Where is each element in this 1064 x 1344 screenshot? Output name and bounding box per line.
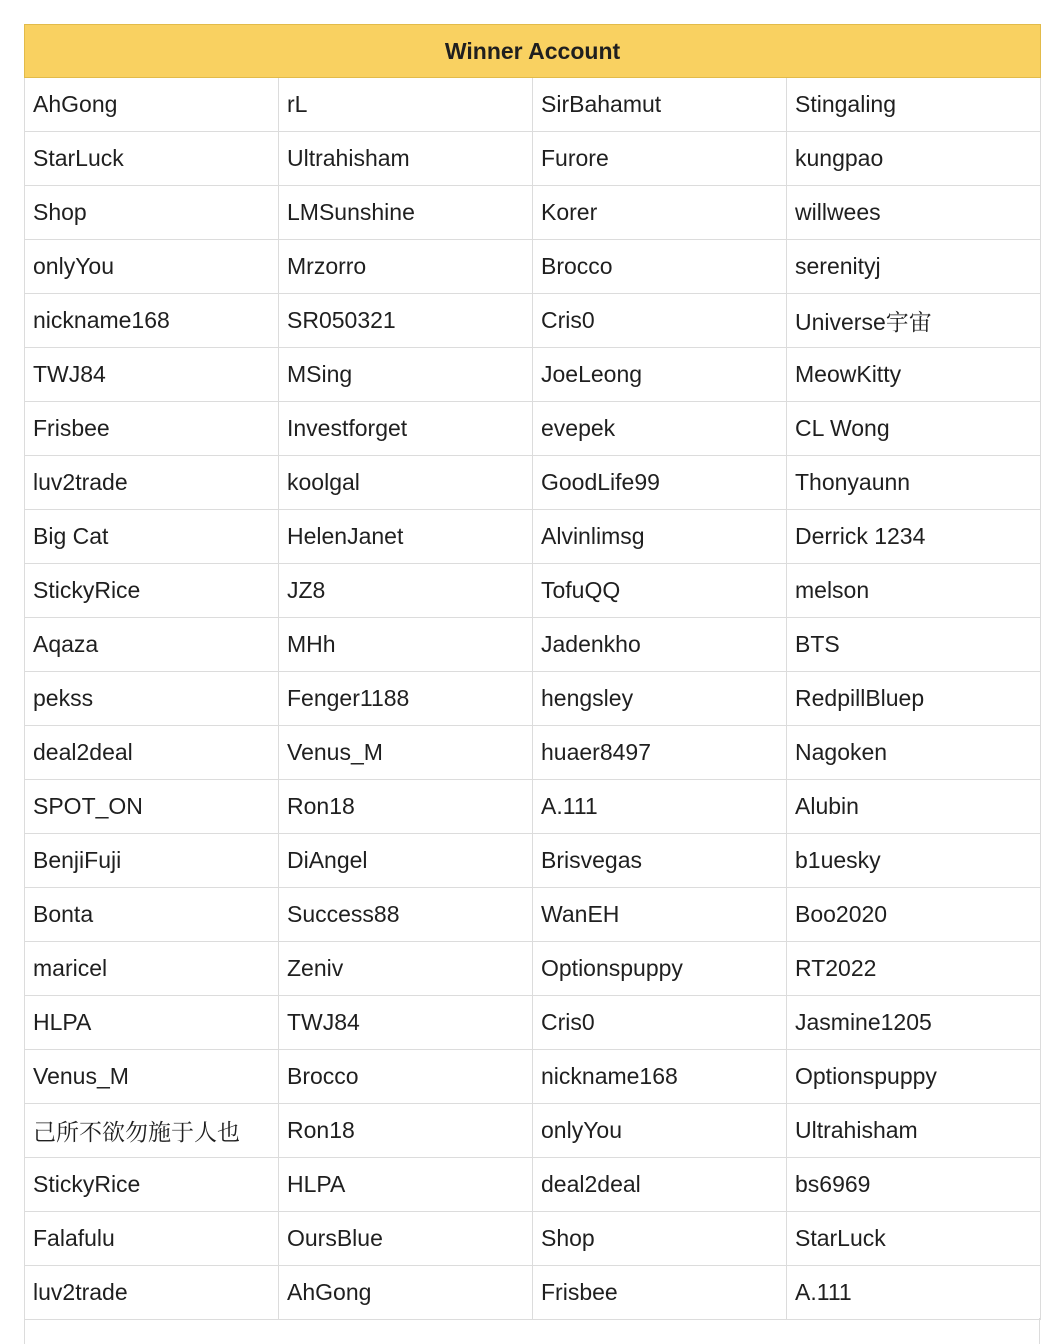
- table-cell: Jasmine1205: [787, 996, 1041, 1050]
- table-row: [25, 78, 1041, 132]
- table-cell: MeowKitty: [787, 348, 1041, 402]
- table-row: [25, 564, 1041, 618]
- table-row: [25, 672, 1041, 726]
- table-row: [25, 1104, 1041, 1158]
- table-cell: Ron18: [279, 780, 533, 834]
- table-cell: Ron18: [279, 1104, 533, 1158]
- table-cell: Universe宇宙: [787, 294, 1041, 348]
- table-cell: Alvinlimsg: [533, 510, 787, 564]
- table-cell: Success88: [279, 888, 533, 942]
- table-cell: RedpillBluep: [787, 672, 1041, 726]
- table-cell: TWJ84: [25, 348, 279, 402]
- table-cell: pekss: [25, 672, 279, 726]
- table-cell: TWJ84: [279, 996, 533, 1050]
- table-cell: onlyYou: [25, 240, 279, 294]
- table-cell: nickname168: [533, 1050, 787, 1104]
- table-cell: huaer8497: [533, 726, 787, 780]
- table-cell: onlyYou: [533, 1104, 787, 1158]
- table-row: [25, 834, 1041, 888]
- table-cell: Thonyaunn: [787, 456, 1041, 510]
- table-cell: rL: [279, 78, 533, 132]
- table-cell: StarLuck: [787, 1212, 1041, 1266]
- table-row: [25, 240, 1041, 294]
- table-cell: SPOT_ON: [25, 780, 279, 834]
- table-row: [25, 456, 1041, 510]
- table-row: [25, 510, 1041, 564]
- table-cell: BTS: [787, 618, 1041, 672]
- table-cell: Venus_M: [279, 726, 533, 780]
- table-cell: Nagoken: [787, 726, 1041, 780]
- table-cell: WanEH: [533, 888, 787, 942]
- table-cell: melson: [787, 564, 1041, 618]
- table-cell: Brisvegas: [533, 834, 787, 888]
- table-cell: AhGong: [25, 78, 279, 132]
- table-cell: AhGong: [279, 1266, 533, 1320]
- table-cell: Brocco: [279, 1050, 533, 1104]
- table-cell: deal2deal: [533, 1158, 787, 1212]
- table-cell: StickyRice: [25, 1158, 279, 1212]
- table-cell: Stingaling: [787, 78, 1041, 132]
- table-cell: luv2trade: [25, 456, 279, 510]
- table-cell: luv2trade: [25, 1266, 279, 1320]
- table-cell: Cris0: [533, 294, 787, 348]
- table-cell: Shop: [533, 1212, 787, 1266]
- table-cell: StarLuck: [25, 132, 279, 186]
- table-cell: GoodLife99: [533, 456, 787, 510]
- table-cell: HLPA: [279, 1158, 533, 1212]
- table-cell: OursBlue: [279, 1212, 533, 1266]
- table-row: [25, 996, 1041, 1050]
- table-cell: Mrzorro: [279, 240, 533, 294]
- table-cell: Jadenkho: [533, 618, 787, 672]
- table-cell: JZ8: [279, 564, 533, 618]
- table-cell: Zeniv: [279, 942, 533, 996]
- table-cell: JoeLeong: [533, 348, 787, 402]
- table-cell: Cris0: [533, 996, 787, 1050]
- table-row: [25, 780, 1041, 834]
- table-cell: Optionspuppy: [533, 942, 787, 996]
- table-cell: Brocco: [533, 240, 787, 294]
- table-row: [25, 942, 1041, 996]
- header-row: [25, 25, 1041, 78]
- table-cell: Korer: [533, 186, 787, 240]
- table-body: [25, 78, 1041, 1320]
- table-cell: A.111: [787, 1266, 1041, 1320]
- table-cell: CL Wong: [787, 402, 1041, 456]
- table-cell: Falafulu: [25, 1212, 279, 1266]
- table-cell: serenityj: [787, 240, 1041, 294]
- table-title: Winner Account: [25, 25, 1041, 78]
- table-cell: Shop: [25, 186, 279, 240]
- table-cell: Derrick 1234: [787, 510, 1041, 564]
- table-cell: Frisbee: [25, 402, 279, 456]
- table-cell: HLPA: [25, 996, 279, 1050]
- table-row: [25, 618, 1041, 672]
- table-cell: Boo2020: [787, 888, 1041, 942]
- table-cell: MHh: [279, 618, 533, 672]
- table-cell: kungpao: [787, 132, 1041, 186]
- table-cell: Ultrahisham: [787, 1104, 1041, 1158]
- table-cell: nickname168: [25, 294, 279, 348]
- table-cell: Frisbee: [533, 1266, 787, 1320]
- table-cell: StickyRice: [25, 564, 279, 618]
- table-cell: bs6969: [787, 1158, 1041, 1212]
- winner-account-table: [24, 24, 1041, 1320]
- table-cell: DiAngel: [279, 834, 533, 888]
- table-cell: maricel: [25, 942, 279, 996]
- table-cell: Ultrahisham: [279, 132, 533, 186]
- table-cell: Investforget: [279, 402, 533, 456]
- table-cell: MSing: [279, 348, 533, 402]
- table-cell: 己所不欲勿施于人也: [25, 1104, 279, 1158]
- table-row: [25, 186, 1041, 240]
- table-cell: SirBahamut: [533, 78, 787, 132]
- table-row: [25, 294, 1041, 348]
- table-cell: hengsley: [533, 672, 787, 726]
- winner-account-sheet: [24, 24, 1040, 1320]
- table-cell: BenjiFuji: [25, 834, 279, 888]
- table-row: [25, 888, 1041, 942]
- table-row: [25, 1158, 1041, 1212]
- table-cell: A.111: [533, 780, 787, 834]
- table-cell: Bonta: [25, 888, 279, 942]
- table-row: [25, 726, 1041, 780]
- table-cell: Big Cat: [25, 510, 279, 564]
- table-cell: koolgal: [279, 456, 533, 510]
- table-cell: LMSunshine: [279, 186, 533, 240]
- table-cell: willwees: [787, 186, 1041, 240]
- table-cell: RT2022: [787, 942, 1041, 996]
- table-cell: deal2deal: [25, 726, 279, 780]
- table-cell: SR050321: [279, 294, 533, 348]
- table-cell: TofuQQ: [533, 564, 787, 618]
- table-row: [25, 132, 1041, 186]
- table-row: [25, 1212, 1041, 1266]
- table-row: [25, 1266, 1041, 1320]
- table-cell: Fenger1188: [279, 672, 533, 726]
- table-row: [25, 1050, 1041, 1104]
- table-cell: Alubin: [787, 780, 1041, 834]
- table-cell: HelenJanet: [279, 510, 533, 564]
- table-cell: b1uesky: [787, 834, 1041, 888]
- table-cell: Aqaza: [25, 618, 279, 672]
- table-row: [25, 402, 1041, 456]
- table-cell: evepek: [533, 402, 787, 456]
- table-cell: Venus_M: [25, 1050, 279, 1104]
- table-row: [25, 348, 1041, 402]
- table-cell: Optionspuppy: [787, 1050, 1041, 1104]
- table-cell: Furore: [533, 132, 787, 186]
- table-continuation: [24, 1318, 1040, 1344]
